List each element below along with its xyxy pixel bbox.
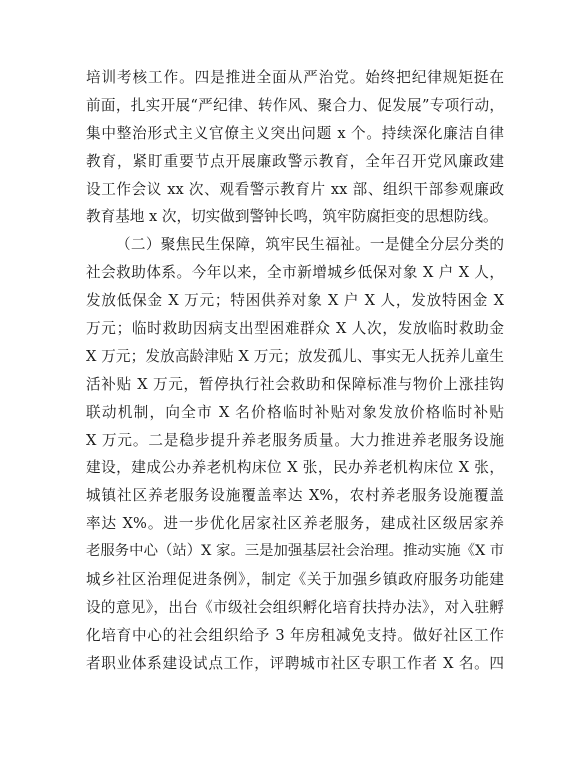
body-text <box>86 64 504 678</box>
text-line: 率达 X%。进一步优化居家社区养老服务，建成社区级居家养 <box>86 515 504 533</box>
text-line: X 万元。二是稳步提升养老服务质量。大力推进养老服务设施 <box>86 431 504 449</box>
text-line: 设工作会议 xx 次、观看警示教育片 xx 部、组织干部参观廉政 <box>86 180 504 198</box>
text-line: 前面，扎实开展“严纪律、转作风、聚合力、促发展”专项行动， <box>86 96 504 114</box>
text-line: 教育基地 x 次，切实做到警钟长鸣，筑牢防腐拒变的思想防线。 <box>86 208 498 226</box>
text-line: 建设，建成公办养老机构床位 X 张，民办养老机构床位 X 张， <box>86 459 504 477</box>
text-line: 联动机制，向全市 X 名价格临时补贴对象发放价格临时补贴 <box>86 403 504 421</box>
text-line: X 万元；发放高龄津贴 X 万元；放发孤儿、事实无人抚养儿童生 <box>86 347 504 365</box>
text-line: 教育，紧盯重要节点开展廉政警示教育，全年召开党风廉政建 <box>86 152 504 170</box>
section-heading-line: （二）聚焦民生保障，筑牢民生福祉。一是健全分层分类的 <box>116 236 504 254</box>
text-line: 发放低保金 X 万元；特困供养对象 X 户 X 人，发放特困金 X <box>86 292 504 310</box>
text-line: 万元；临时救助因病支出型困难群众 X 人次，发放临时救助金 <box>86 320 504 338</box>
text-line: 活补贴 X 万元，暂停执行社会救助和保障标准与物价上涨挂钩 <box>86 375 504 393</box>
text-line: 化培育中心的社会组织给予 3 年房租减免支持。做好社区工作 <box>86 626 504 644</box>
text-line: 社会救助体系。今年以来，全市新增城乡低保对象 X 户 X 人， <box>86 264 504 282</box>
text-line: 者职业体系建设试点工作，评聘城市社区专职工作者 X 名。四 <box>86 654 504 672</box>
text-line: 集中整治形式主义官僚主义突出问题 x 个。持续深化廉洁自律 <box>86 124 504 142</box>
text-line: 城镇社区养老服务设施覆盖率达 X%，农村养老服务设施覆盖 <box>86 487 504 505</box>
text-line: 城乡社区治理促进条例》，制定《关于加强乡镇政府服务功能建 <box>86 571 504 589</box>
text-line: 老服务中心（站）X 家。三是加强基层社会治理。推动实施《X 市 <box>86 543 505 560</box>
text-line: 设的意见》，出台《市级社会组织孵化培育扶持办法》，对入驻孵 <box>86 598 504 616</box>
text-line: 培训考核工作。四是推进全面从严治党。始终把纪律规矩挺在 <box>86 69 504 86</box>
